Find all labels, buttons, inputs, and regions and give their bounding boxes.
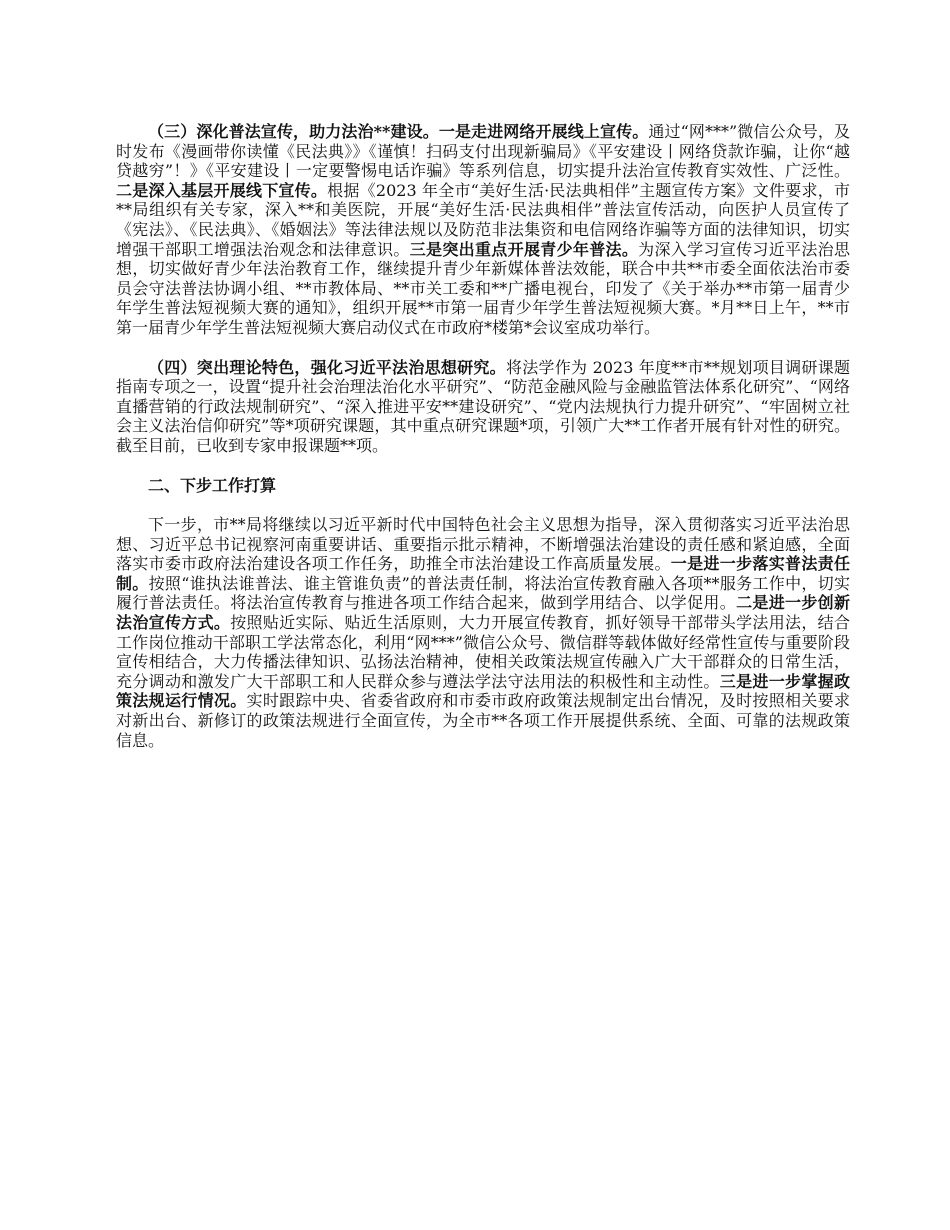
text-innovation: 按照贴近实际、贴近生活原则，大力开展宣传教育，抓好领导干部带头学法用法，结合工作岗位推动干部职工学法常态化，利用“网***”微信公众号、微信群等载体做好经常性宣传与重要阶段宣传相结合，大力传播法律知识、弘扬法治精神，使相关政策法规宣传融入广大干部群众的日常生活，充分调动和激发广大干部职工和人民群众参与遵法学法守法用法的积极性和主动性。 [116,613,850,691]
keypoint-offline: 二是深入基层开展线下宣传。 [116,180,328,200]
subheading-research: （四）突出理论特色，强化习近平法治思想研究。 [148,357,506,377]
keypoint-innovation: 二是进一步创新法治宣传方式。 [116,593,850,633]
section-heading-next-steps: 二、下步工作打算 [148,475,277,495]
text-policy: 实时跟踪中央、省委省政府和市委市政府政策法规制定出台情况，及时按照相关要求对新出台、新修订的政策法规进行全面宣传，为全市**各项工作开展提供系统、全面、可靠的法规政策信息。 [116,691,850,750]
text-research: 将法学作为 2023 年度**市**规划项目调研课题指南专项之一，设置“提升社会治理法治化水平研究”、“防范金融风险与金融监管法体系化研究”、“网络直播营销的行政法规制研究”、“深入推进平安**建设研究”、“党内法规执行力提升研究”、“牢固树立社会主义法治信仰研究”等*项研究课题，其中重点研究课题*项，引领广大**工作者开展有针对性的研究。截至目前，已收到专家申报课题**项。 [116,357,850,455]
keypoint-responsibility: 一是进一步落实普法责任制。 [116,554,850,593]
text-online: 通过“网***”微信公众号，及时发布《漫画带你读懂《民法典》》《谨慎！扫码支付出现新骗局》《平安建设丨网络贷款诈骗，让你“越贷越穷”！》《平安建设丨一定要警惕电话诈骗》等系列信息，切实提升法治宣传教育实效性、广泛性。 [116,122,850,181]
subheading-promotion: （三）深化普法宣传，助力法治**建设。 [148,122,439,141]
text-offline: 根据《2023 年全市“美好生活·民法典相伴”主题宣传方案》文件要求，市**局组织有关专家，深入**和美医院，开展“美好生活·民法典相伴”普法宣传活动，向医护人员宣传了《宪法》、《民法典》、《婚姻法》等法律法规以及防范非法集资和电信网络诈骗等方面的法律知识，切实增强干部职工增强法治观念和法律意识。 [116,180,850,259]
text-responsibility: 按照“谁执法谁普法、谁主管谁负责”的普法责任制，将法治宣传教育融入各项**服务工作中，切实履行普法责任。将法治宣传教育与推进各项工作结合起来，做到学用结合、以学促用。 [116,573,850,613]
keypoint-policy: 三是进一步掌握政策法规运行情况。 [116,671,850,711]
paragraph-next-steps [116,515,850,750]
keypoint-online: 一是走进网络开展线上宣传。 [438,122,649,141]
paragraph-promotion [116,122,850,338]
document-page [116,122,850,750]
text-youth: 为深入学习宣传习近平法治思想，切实做好青少年法治教育工作，继续提升青少年新媒体普法效能，联合中共**市委全面依法治市委员会守法普法协调小组、**市教体局、**市关工委和**广播电视台，印发了《关于举办**市第一届青少年学生普法短视频大赛的通知》，组织开展**市第一届青少年学生普法短视频大赛。*月**日上午，**市第一届青少年学生普法短视频大赛启动仪式在市政府*楼第*会议室成功举行。 [116,239,850,337]
text-next-intro: 下一步，市**局将继续以习近平新时代中国特色社会主义思想为指导，深入贯彻落实习近平法治思想、习近平总书记视察河南重要讲话、重要指示批示精神，不断增强法治建设的责任感和紧迫感，全面落实市委市政府法治建设各项工作任务，助推全市法治建设工作高质量发展。 [116,515,850,574]
keypoint-youth: 三是突出重点开展青少年普法。 [409,239,639,259]
paragraph-research [116,358,850,456]
